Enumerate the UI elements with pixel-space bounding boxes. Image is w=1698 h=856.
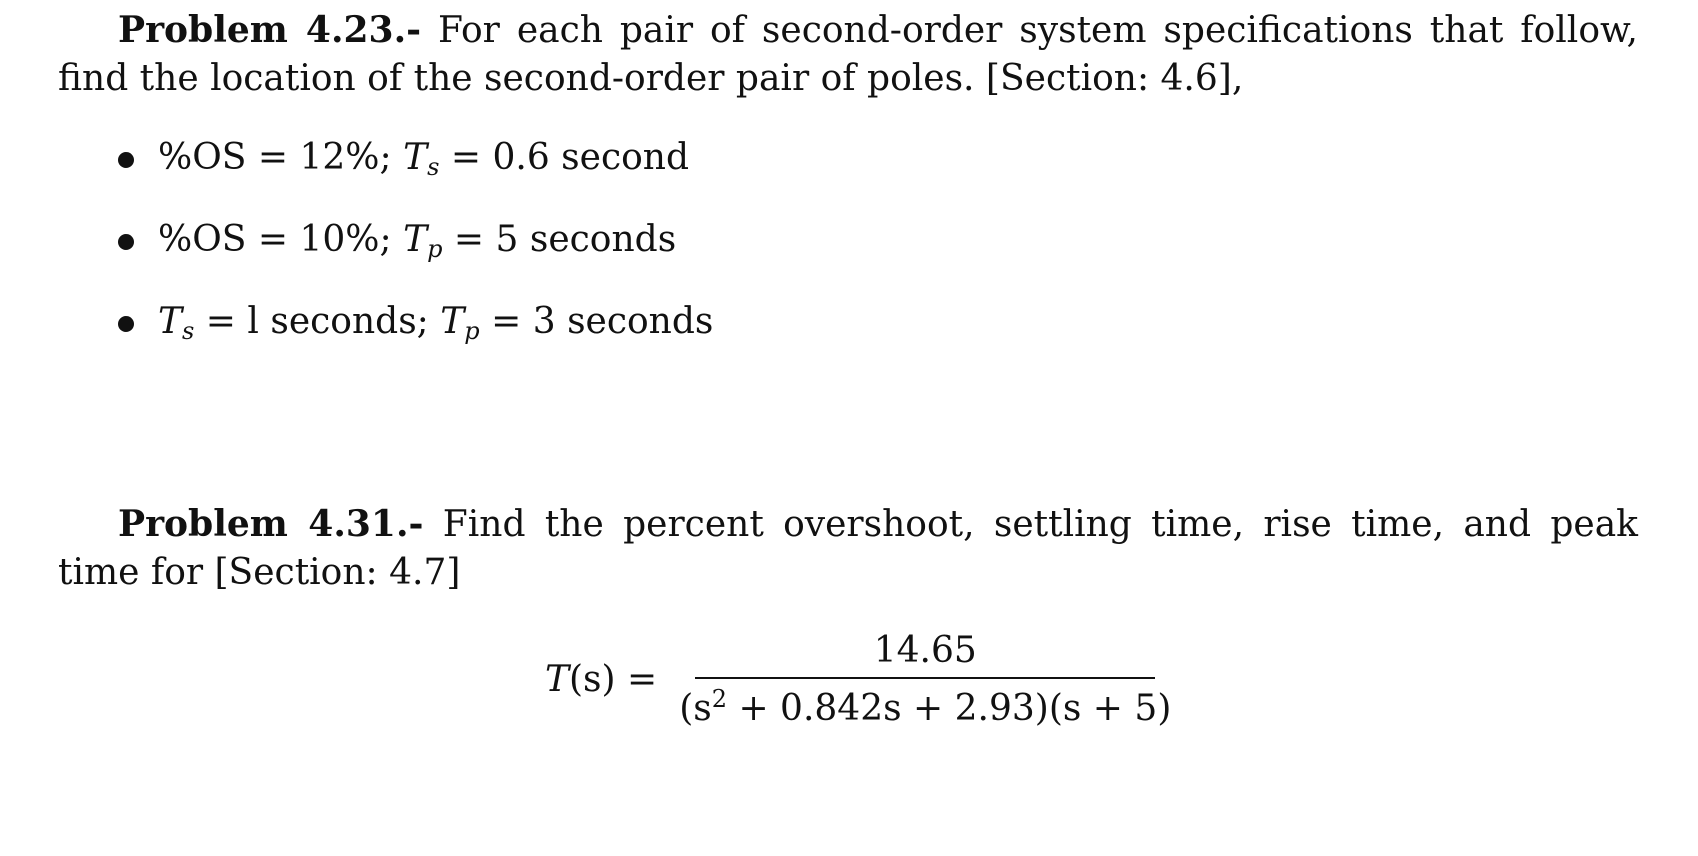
denominator-exponent: 2 bbox=[711, 685, 727, 713]
problem-4-23-spec-list bbox=[118, 134, 713, 380]
spec-sub: p bbox=[427, 235, 443, 263]
problem-4-23-text: For each pair of second-order system specifications that follow, find the location of the second-order pair of poles. [Section: 4.6], bbox=[58, 10, 1638, 99]
spec-item-3 bbox=[118, 298, 713, 380]
spec-sub: p bbox=[464, 317, 480, 345]
denominator-part2: + 0.842s + 2.93)(s + 5) bbox=[727, 688, 1172, 729]
spec-rhs: = 3 seconds bbox=[491, 301, 714, 342]
spec-var: T bbox=[403, 219, 428, 260]
spec-var: T bbox=[440, 301, 465, 342]
spec-first-var: T bbox=[158, 301, 183, 342]
transfer-function-equation bbox=[545, 630, 1171, 729]
equation-lhs bbox=[545, 659, 657, 700]
spec-lhs: %OS bbox=[158, 137, 247, 178]
problem-4-23-paragraph bbox=[58, 6, 1638, 103]
bullet-icon bbox=[118, 316, 134, 332]
bullet-icon bbox=[118, 152, 134, 168]
spec-rhs: = 5 seconds bbox=[453, 219, 677, 260]
spec-first-rhs: = l seconds; bbox=[205, 301, 429, 342]
spec-var: T bbox=[403, 137, 428, 178]
equation-lhs-arg: (s) = bbox=[569, 659, 658, 700]
problem-4-31-text: Find the percent overshoot, settling time, rise time, and peak time for [Section: 4.7] bbox=[58, 504, 1638, 593]
equation-denominator bbox=[679, 679, 1171, 729]
spec-item-1: %OS = 12%; $T_s = 0.6$ second bbox=[118, 134, 713, 216]
spec-lhs: %OS bbox=[158, 219, 247, 260]
bullet-icon bbox=[118, 234, 134, 250]
spec-lhs-value: 10%; bbox=[299, 219, 392, 260]
spec-item-2: %OS = 10%; $T_p = 5$ seconds bbox=[118, 216, 713, 298]
spec-sub: s bbox=[427, 153, 440, 181]
spec-rhs: = 0.6 second bbox=[450, 137, 690, 178]
equation-fraction bbox=[679, 630, 1171, 729]
equation-numerator: 14.65 bbox=[873, 630, 977, 671]
problem-4-31-heading: Problem 4.31.- bbox=[118, 503, 424, 545]
equation-lhs-func: T bbox=[545, 659, 570, 700]
spec-lhs-value: 12%; bbox=[299, 137, 392, 178]
spec-first-sub: s bbox=[182, 317, 195, 345]
problem-4-23-heading: Problem 4.23.- bbox=[118, 9, 422, 51]
denominator-part1: (s bbox=[679, 688, 712, 729]
problem-4-31-paragraph bbox=[58, 500, 1638, 597]
